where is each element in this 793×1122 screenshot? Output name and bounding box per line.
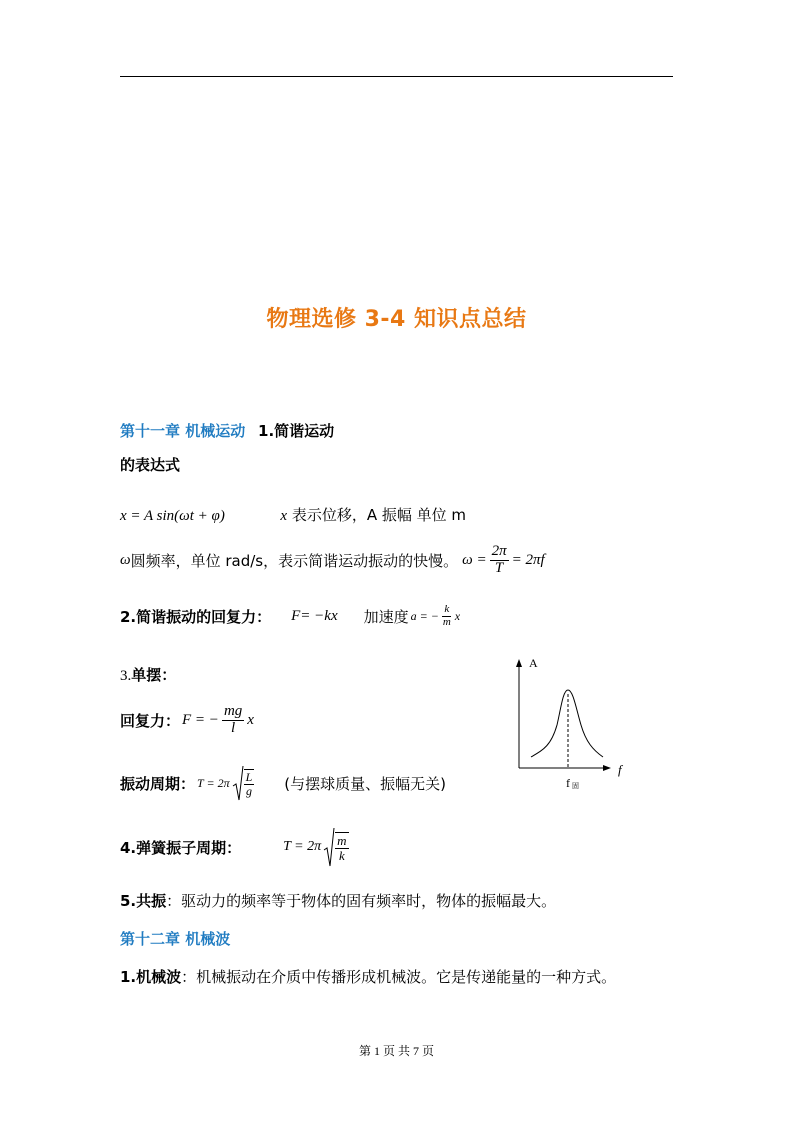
displacement-equation: x = A sin(ωt + φ)	[120, 508, 225, 524]
y-axis-arrow-icon	[516, 659, 522, 667]
pendulum-period-lhs: T = 2π	[197, 775, 230, 790]
resonance-text: ：驱动力的频率等于物体的固有频率时，物体的振幅最大。	[166, 892, 557, 910]
pendulum-period-sqrt	[232, 764, 255, 802]
item-3-number: 3.	[120, 668, 132, 684]
resonance-line	[120, 890, 556, 911]
chapter-11-heading-line	[120, 420, 334, 441]
pendulum-period-fraction	[244, 769, 255, 797]
pendulum-force-numerator: mg	[223, 703, 243, 719]
acceleration-numerator: k	[444, 603, 450, 615]
wave-label: 1.机械波	[120, 968, 182, 986]
spring-period-label: 4.弹簧振子周期：	[120, 838, 242, 857]
graph-y-label: A	[529, 656, 538, 670]
displacement-equation-line	[120, 504, 466, 525]
wave-line	[120, 966, 616, 987]
chapter-11-heading: 第十一章 机械运动	[120, 422, 246, 440]
resonance-curve	[531, 690, 603, 757]
acceleration-lhs: a = −	[410, 608, 439, 623]
pendulum-period-label: 振动周期：	[120, 774, 196, 793]
spring-period-line	[120, 826, 349, 868]
omega-lhs: ω =	[462, 551, 487, 568]
acceleration-label: 加速度	[363, 607, 409, 626]
item-1-title-continued: 的表达式	[120, 456, 181, 474]
displacement-description: 表示位移，A 振幅 单位 m	[291, 506, 467, 524]
pendulum-period-numerator: L	[245, 769, 253, 784]
graph-x-label: f	[618, 762, 622, 777]
resonance-graph	[505, 650, 645, 800]
resonance-label: 5.共振	[120, 892, 167, 910]
pendulum-force-fraction	[222, 704, 244, 737]
pendulum-force-label: 回复力：	[120, 711, 181, 730]
x-axis-arrow-icon	[603, 765, 611, 771]
item-1-title: 1.简谐运动	[258, 422, 335, 440]
graph-peak-subscript: 固	[572, 782, 579, 790]
sqrt-sign-icon	[232, 764, 244, 802]
displacement-var: x	[280, 508, 288, 524]
pendulum-period-line	[120, 764, 446, 802]
omega-rhs: = 2πf	[511, 551, 545, 568]
omega-fraction	[490, 544, 509, 577]
sqrt-sign-icon	[323, 826, 335, 868]
restoring-force-equation: F= −kx	[291, 607, 338, 624]
pendulum-force-line	[120, 704, 254, 737]
page-footer: 第 1 页 共 7 页	[358, 1044, 434, 1058]
chapter-12-heading: 第十二章 机械波	[120, 930, 231, 948]
spring-period-sqrt	[323, 826, 348, 868]
omega-description: 圆频率，单位 rad/s，表示简谐运动振动的快慢。	[130, 551, 459, 570]
header-rule	[120, 76, 673, 77]
acceleration-denominator: m	[442, 615, 451, 628]
omega-numerator: 2π	[491, 543, 507, 559]
page-title: 物理选修 3-4 知识点总结	[266, 307, 527, 332]
omega-line	[120, 544, 545, 577]
spring-period-lhs: T = 2π	[283, 839, 322, 854]
wave-text: ：机械振动在介质中传播形成机械波。它是传递能量的一种方式。	[181, 968, 617, 986]
item-3-title: 单摆：	[131, 666, 177, 684]
acceleration-fraction	[441, 604, 453, 628]
spring-period-numerator: m	[337, 832, 347, 848]
pendulum-force-lhs: F = −	[182, 711, 219, 728]
acceleration-rhs: x	[454, 608, 461, 623]
graph-peak-label: f	[566, 776, 570, 790]
omega-var: ω	[120, 551, 131, 568]
pendulum-period-note: (与摆球质量、振幅无关)	[284, 774, 446, 793]
pendulum-force-denominator: l	[231, 719, 236, 736]
pendulum-period-denominator: g	[245, 783, 252, 798]
pendulum-force-rhs: x	[247, 711, 254, 728]
item-3-line	[120, 664, 176, 685]
item-2-line	[120, 604, 460, 628]
spring-period-denominator: k	[338, 847, 345, 863]
spring-period-fraction	[335, 832, 348, 862]
omega-denominator: T	[494, 559, 504, 576]
item-2-label: 2.简谐振动的回复力：	[120, 607, 272, 626]
